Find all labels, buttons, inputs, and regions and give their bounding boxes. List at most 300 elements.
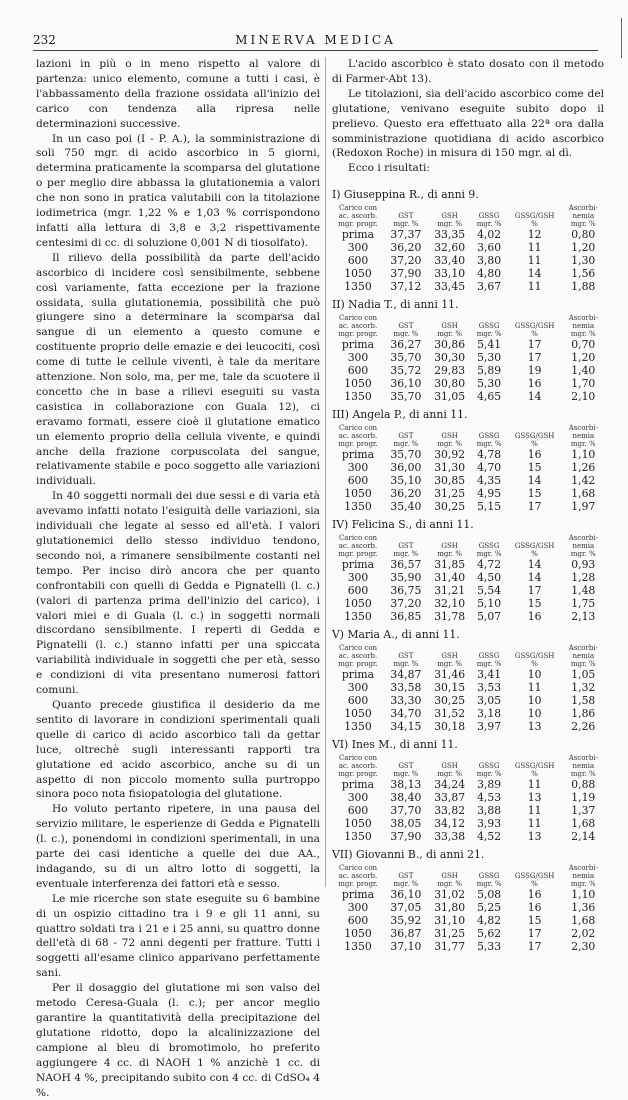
table-cell: 35,40 — [390, 499, 422, 513]
table-cell: 32,60 — [434, 241, 466, 255]
table-cell: 4,35 — [477, 473, 502, 487]
header-line — [507, 424, 563, 432]
table-cell: 34,87 — [390, 667, 422, 681]
header-line: mgr. % — [393, 549, 419, 558]
table-cell: 3,53 — [477, 680, 502, 694]
table-cell: 31,85 — [434, 557, 466, 571]
header-line — [384, 424, 428, 432]
table-cell: 1,05 — [571, 667, 596, 681]
header-line: mgr. % — [570, 659, 596, 668]
table-cell: 35,70 — [390, 447, 422, 461]
table-row — [332, 694, 604, 707]
header-line: nemia — [572, 541, 595, 550]
case-title: IV) Felicina S., di anni 11. — [332, 517, 474, 531]
table-row — [332, 584, 604, 597]
column-header — [563, 864, 604, 888]
table-row — [332, 267, 604, 280]
table-cell: 5,89 — [477, 364, 502, 378]
table-cell: 5,30 — [477, 377, 502, 391]
paragraph: In un caso poi (I - P. A.), la somministrazione di soli 750 mgr. di acido ascorbico in 5 giorni, determina praticamente la scomparsa del glutatione o per meglio dire abbassa la glutationemia a valori che non sono in pratica valutabili con la titolazione iodimetrica (mgr. 1,22 % e 1,03 % corrispondono infatti alla lettura di 3,8 e 3,2 rispettivamente centesimi di cc. di soluzione 0,001 N di tiosolfato). — [36, 132, 320, 249]
column-header — [507, 754, 563, 778]
header-line — [507, 864, 563, 872]
column-divider — [325, 57, 326, 887]
table-cell: 1,75 — [571, 596, 596, 610]
table-cell: 34,24 — [434, 777, 466, 791]
results-table — [332, 424, 604, 513]
table-cell: 2,14 — [571, 829, 596, 843]
header-line: nemia — [572, 431, 595, 440]
column-header — [384, 204, 428, 228]
table-cell: 34,12 — [434, 816, 466, 830]
table-cell: 14 — [527, 473, 542, 487]
header-line — [472, 754, 507, 762]
table-row — [332, 804, 604, 817]
header-line — [472, 204, 507, 212]
table-cell: 13 — [527, 829, 542, 843]
column-header — [563, 314, 604, 338]
table-cell: 34,15 — [390, 719, 422, 733]
table-cell: 1,48 — [571, 583, 596, 597]
table-cell: 4,72 — [477, 557, 502, 571]
header-line: GSSG — [478, 431, 500, 440]
case-title: I) Giuseppina R., di anni 9. — [332, 188, 479, 202]
table-row — [332, 791, 604, 804]
table-cell: 1,30 — [571, 254, 596, 268]
table-cell: 17 — [527, 583, 542, 597]
table-cell: 36,20 — [390, 486, 422, 500]
header-line — [384, 534, 428, 542]
header-line: mgr. % — [437, 549, 463, 558]
table-cell: 1350 — [344, 829, 372, 843]
header-line: GST — [398, 761, 414, 770]
column-header — [428, 644, 472, 668]
table-cell: 31,25 — [434, 486, 466, 500]
table-row — [332, 914, 604, 927]
paragraph: In 40 soggetti normali dei due sessi e di varia età avevamo infatti notato l'esiguità delle variazioni, sia individuali che legate al sesso ed all'età. I valori glutationemici dello stesso individuo tendono, secondo noi, a rimanere sensibilmente costanti nel tempo. Per inciso dirò ancora che per quanto confrontabili con quelli di Gedda e Pignatelli (l. c.) (valori di partenza prima dell'inizio del carico), i valori miei e di Guala (l. c.) in soggetti normali discordano sensibilmente. I reperti di Gedda e Pignatelli (l. c.) stanno infatti per una spiccata variabilità individuale in soggetti che per età, sesso e condizioni di vita presentano numerosi fattori comuni. — [36, 490, 320, 697]
table-cell: 1,10 — [571, 447, 596, 461]
table-cell: 3,05 — [477, 693, 502, 707]
table-cell: 1050 — [344, 706, 372, 720]
table-cell: 300 — [347, 680, 369, 694]
table-cell: 33,87 — [434, 790, 466, 804]
column-header — [563, 424, 604, 448]
table-cell: 600 — [347, 583, 369, 597]
header-line: ac. ascorb. — [338, 761, 378, 770]
table-cell: 3,88 — [477, 803, 502, 817]
column-header — [507, 424, 563, 448]
results-table — [332, 864, 604, 953]
header-line: mgr. % — [393, 879, 419, 888]
column-header — [428, 754, 472, 778]
header-line: mgr. % — [437, 769, 463, 778]
header-line: nemia — [572, 871, 595, 880]
table-cell: 31,10 — [434, 913, 466, 927]
table-cell: 16 — [527, 900, 542, 914]
header-line: % — [531, 769, 538, 778]
table-cell: 36,10 — [390, 887, 422, 901]
table-cell: 2,26 — [571, 719, 596, 733]
table-cell: 1350 — [344, 719, 372, 733]
table-cell: prima — [341, 557, 375, 571]
column-header — [507, 534, 563, 558]
column-header — [507, 314, 563, 338]
table-cell: 35,92 — [390, 913, 422, 927]
header-line: GSSG/GSH — [514, 761, 555, 770]
table-cell: 1,20 — [571, 351, 596, 365]
header-line: mgr. % — [476, 330, 502, 339]
table-cell: 5,08 — [477, 887, 502, 901]
header-line: Ascorbi- — [568, 533, 598, 542]
header-line: mgr. % — [437, 879, 463, 888]
table-cell: 38,05 — [390, 816, 422, 830]
table-cell: 4,53 — [477, 790, 502, 804]
header-line: mgr. % — [570, 439, 596, 448]
table-cell: 5,07 — [477, 609, 502, 623]
table-cell: 11 — [527, 803, 542, 817]
table-cell: 3,67 — [477, 280, 502, 294]
table-cell: 37,37 — [390, 228, 422, 242]
table-cell: 15 — [527, 486, 542, 500]
header-line: mgr. progr. — [338, 439, 378, 448]
column-header — [563, 534, 604, 558]
table-cell: 16 — [527, 447, 542, 461]
table-cell: 3,97 — [477, 719, 502, 733]
table-cell: 3,41 — [477, 667, 502, 681]
column-header — [384, 754, 428, 778]
table-cell: 37,90 — [390, 829, 422, 843]
results-table — [332, 314, 604, 403]
table-cell: 1050 — [344, 816, 372, 830]
table-cell: 33,10 — [434, 267, 466, 281]
table-cell: 4,82 — [477, 913, 502, 927]
header-line — [428, 644, 472, 652]
header-line: ac. ascorb. — [338, 871, 378, 880]
table-row — [332, 228, 604, 241]
paragraph: Le titolazioni, sia dell'acido ascorbico come del glutatione, venivano eseguite subito dopo il prelievo. Questo era effettuato alla 22ª ora dalla somministrazione quotidiana di acido ascorbico (Redoxon Roche) in misura di 150 mgr. al dì. — [332, 87, 604, 160]
table-cell: 31,30 — [434, 460, 466, 474]
table-cell: 600 — [347, 473, 369, 487]
table-cell: 16 — [527, 887, 542, 901]
header-line: GSSG/GSH — [514, 431, 555, 440]
paragraph: Il rilievo della possibilità da parte dell'acido ascorbico di incidere così sensibilmente, sebbene così variamente, fatta eccezione per la frazione ossidata, sulla glutationemia, possibilità che può giungere sino a determinare la scomparsa dal sangue di un elemento a questo comune e costituente proprio delle emazie e dei leucociti, così come di tutte le cellule viventi, è tale da meritare attenzione. Non solo, ma, per me, tale da scuotere il concetto che in base a rilievi eseguiti su vasta casistica in collaborazione con Guala 12), ci eravamo formati, essere cioè il glutatione ematico un elemento proprio della cellula vivente, e quindi anche della frazione corpuscolata del sangue, relativamente stabile e poco soggetto alle variazioni individuali. — [36, 251, 320, 488]
header-line: nemia — [572, 322, 595, 331]
table-row — [332, 778, 604, 791]
header-line — [507, 314, 563, 322]
header-line: Carico con — [338, 753, 378, 762]
table-cell: 11 — [527, 816, 542, 830]
table-cell: 15 — [527, 596, 542, 610]
header-line: mgr. % — [393, 769, 419, 778]
table-cell: 36,87 — [390, 926, 422, 940]
header-line: mgr. % — [570, 879, 596, 888]
header-line: GSSG — [478, 212, 500, 221]
table-cell: 1,70 — [571, 377, 596, 391]
table-cell: 1,28 — [571, 570, 596, 584]
column-header — [384, 864, 428, 888]
column-header — [472, 314, 507, 338]
table-cell: 30,18 — [434, 719, 466, 733]
header-line: GSH — [441, 761, 458, 770]
table-cell: 300 — [347, 351, 369, 365]
column-header — [472, 644, 507, 668]
table-row — [332, 448, 604, 461]
table-cell: 33,82 — [434, 803, 466, 817]
table-cell: 36,57 — [390, 557, 422, 571]
table-cell: 31,78 — [434, 609, 466, 623]
table-row — [332, 681, 604, 694]
table-row — [332, 558, 604, 571]
table-cell: 1,42 — [571, 473, 596, 487]
table-cell: 1,36 — [571, 900, 596, 914]
header-line: mgr. % — [393, 330, 419, 339]
header-line — [472, 864, 507, 872]
page-header — [33, 33, 598, 51]
header-line — [428, 314, 472, 322]
table-cell: 1,58 — [571, 693, 596, 707]
table-cell: 600 — [347, 913, 369, 927]
table-cell: 1050 — [344, 596, 372, 610]
table-cell: 17 — [527, 926, 542, 940]
table-cell: 14 — [527, 557, 542, 571]
table-cell: 4,65 — [477, 390, 502, 404]
table-cell: 4,52 — [477, 829, 502, 843]
table-cell: 30,85 — [434, 473, 466, 487]
table-cell: 5,33 — [477, 939, 502, 953]
column-header — [472, 204, 507, 228]
table-cell: 33,35 — [434, 228, 466, 242]
table-cell: 11 — [527, 680, 542, 694]
column-header — [428, 534, 472, 558]
header-line: ac. ascorb. — [338, 651, 378, 660]
header-line — [428, 534, 472, 542]
table-cell: 30,30 — [434, 351, 466, 365]
column-header — [384, 644, 428, 668]
table-cell: 1350 — [344, 390, 372, 404]
table-cell: 300 — [347, 241, 369, 255]
table-row — [332, 254, 604, 267]
table-cell: 29,83 — [434, 364, 466, 378]
table-cell: 0,88 — [571, 777, 596, 791]
table-cell: 1,32 — [571, 680, 596, 694]
table-cell: 36,00 — [390, 460, 422, 474]
right-column — [332, 57, 604, 955]
column-header — [428, 204, 472, 228]
paragraph: L'acido ascorbico è stato dosato con il metodo di Farmer-Abt 13). — [332, 58, 604, 85]
header-line — [472, 644, 507, 652]
table-cell: 1350 — [344, 939, 372, 953]
header-line: mgr. progr. — [338, 330, 378, 339]
header-line: GST — [398, 871, 414, 880]
table-row — [332, 888, 604, 901]
header-line: ac. ascorb. — [338, 431, 378, 440]
header-line: nemia — [572, 212, 595, 221]
header-line: mgr. progr. — [338, 549, 378, 558]
table-cell: 4,50 — [477, 570, 502, 584]
table-row — [332, 280, 604, 293]
table-cell: 35,70 — [390, 351, 422, 365]
header-line: GSSG/GSH — [514, 212, 555, 221]
table-row — [332, 571, 604, 584]
column-header — [428, 314, 472, 338]
header-line: mgr. % — [476, 659, 502, 668]
table-cell: 33,30 — [390, 693, 422, 707]
header-line: mgr. progr. — [338, 879, 378, 888]
table-cell: 37,20 — [390, 596, 422, 610]
header-line: mgr. % — [570, 769, 596, 778]
table-row — [332, 597, 604, 610]
table-cell: 36,10 — [390, 377, 422, 391]
table-cell: 14 — [527, 267, 542, 281]
table-cell: 33,40 — [434, 254, 466, 268]
table-row — [332, 901, 604, 914]
header-line — [472, 314, 507, 322]
table-cell: 1,97 — [571, 499, 596, 513]
table-cell: 31,40 — [434, 570, 466, 584]
table-cell: 2,30 — [571, 939, 596, 953]
table-cell: 17 — [527, 338, 542, 352]
paragraph: Quanto precede giustifica il desiderio da me sentito di lavorare in condizioni sperimentali quali quelle di carico di acido ascorbico tali da gettar luce, oltrechè sugli interessanti rapporti tra glutatione ed acido ascorbico, anche su di un aspetto di non piccolo momento sulla purtroppo sinora poco nota fisiopatologia del glutatione. — [36, 698, 320, 801]
header-line: mgr. % — [437, 439, 463, 448]
table-cell: 1050 — [344, 926, 372, 940]
paragraph: Ho voluto pertanto ripetere, in una pausa del servizio militare, le esperienze di Gedda e Pignatelli (l. c.), ponendomi in condizioni sperimentali, in una parte dei casi identiche a quelle dei due AA., indagando, su di un altro lotto di soggetti, la eventuale interferenza dei fattori età e sesso. — [36, 803, 320, 890]
column-header — [384, 534, 428, 558]
header-line: % — [531, 220, 538, 229]
paragraph: lazioni in più o in meno rispetto al valore di partenza: unico elemento, comune a tutti i casi, è l'abbassamento della frazione ossidata all'inizio del carico con tendenza alla ripresa nelle determinazioni successive. — [36, 58, 320, 130]
header-line: Ascorbi- — [568, 863, 598, 872]
paragraph: Per il dosaggio del glutatione mi son valso del metodo Ceresa-Guala (l. c.); per ancor meglio garantire la quantitatività della precipitazione del glutatione ridotto, dopo la alcalinizzazione del campione al bleu di bromotimolo, ho preferito aggiungere 4 cc. di NAOH 1 % anzichè 1 cc. di NAOH 4 %, precipitando subito con 4 cc. di CdSO₄ 4 %. — [36, 982, 320, 1099]
header-line: GSSG — [478, 761, 500, 770]
header-line: mgr. progr. — [338, 659, 378, 668]
table-cell: 2,13 — [571, 609, 596, 623]
column-header — [332, 314, 384, 338]
table-cell: 36,27 — [390, 338, 422, 352]
header-line: Carico con — [338, 314, 378, 323]
table-cell: 300 — [347, 570, 369, 584]
header-line: mgr. progr. — [338, 220, 378, 229]
table-cell: 600 — [347, 364, 369, 378]
table-cell: 14 — [527, 390, 542, 404]
table-cell: 1,88 — [571, 280, 596, 294]
case-title: VI) Ines M., di anni 11. — [332, 737, 458, 751]
header-line — [428, 204, 472, 212]
table-cell: 3,80 — [477, 254, 502, 268]
table-row — [332, 364, 604, 377]
header-line: Ascorbi- — [568, 643, 598, 652]
table-row — [332, 817, 604, 830]
table-cell: 37,10 — [390, 939, 422, 953]
table-cell: 38,13 — [390, 777, 422, 791]
header-line: Carico con — [338, 533, 378, 542]
header-line: Ascorbi- — [568, 204, 598, 213]
table-cell: 30,25 — [434, 499, 466, 513]
table-cell: 31,46 — [434, 667, 466, 681]
header-line — [472, 534, 507, 542]
paragraph: Ecco i risultati: — [348, 162, 430, 175]
table-cell: 30,25 — [434, 693, 466, 707]
header-line: GST — [398, 212, 414, 221]
header-line: Carico con — [338, 204, 378, 213]
header-line — [507, 644, 563, 652]
table-cell: 1,19 — [571, 790, 596, 804]
header-line: GST — [398, 651, 414, 660]
header-line: Carico con — [338, 643, 378, 652]
table-cell: 34,70 — [390, 706, 422, 720]
table-cell: 31,02 — [434, 887, 466, 901]
table-cell: 5,10 — [477, 596, 502, 610]
header-line: Ascorbi- — [568, 423, 598, 432]
case-title: III) Angela P., di anni 11. — [332, 408, 468, 422]
table-cell: 30,15 — [434, 680, 466, 694]
table-row — [332, 461, 604, 474]
header-line: Carico con — [338, 863, 378, 872]
header-line — [472, 424, 507, 432]
header-line: GST — [398, 431, 414, 440]
header-line: GST — [398, 541, 414, 550]
table-cell: 32,10 — [434, 596, 466, 610]
table-cell: 600 — [347, 254, 369, 268]
table-cell: 17 — [527, 939, 542, 953]
page-edge-line — [621, 18, 622, 58]
table-cell: 13 — [527, 719, 542, 733]
header-line: mgr. progr. — [338, 769, 378, 778]
table-cell: 33,58 — [390, 680, 422, 694]
header-line: GSSG — [478, 322, 500, 331]
column-header — [384, 314, 428, 338]
results-table — [332, 534, 604, 623]
table-cell: 1,68 — [571, 816, 596, 830]
table-row — [332, 940, 604, 953]
table-cell: 31,25 — [434, 926, 466, 940]
header-line: GSSG/GSH — [514, 322, 555, 331]
table-cell: 17 — [527, 351, 542, 365]
table-cell: 38,40 — [390, 790, 422, 804]
header-line: nemia — [572, 651, 595, 660]
table-cell: 37,70 — [390, 803, 422, 817]
header-line: GSH — [441, 431, 458, 440]
header-line: % — [531, 879, 538, 888]
header-line: mgr. % — [476, 879, 502, 888]
header-line: mgr. % — [393, 659, 419, 668]
table-row — [332, 927, 604, 940]
column-header — [507, 204, 563, 228]
header-line: GSH — [441, 541, 458, 550]
header-line: GSSG/GSH — [514, 651, 555, 660]
left-column — [36, 57, 320, 1100]
header-line — [507, 754, 563, 762]
table-cell: 11 — [527, 254, 542, 268]
header-line — [384, 204, 428, 212]
header-line — [384, 864, 428, 872]
table-cell: 5,41 — [477, 338, 502, 352]
header-line: Ascorbi- — [568, 753, 598, 762]
header-line: GSSG — [478, 871, 500, 880]
header-line: mgr. % — [393, 439, 419, 448]
table-cell: 36,20 — [390, 241, 422, 255]
table-row — [332, 241, 604, 254]
table-cell: 35,10 — [390, 473, 422, 487]
column-header — [332, 644, 384, 668]
column-header — [384, 424, 428, 448]
table-cell: 2,10 — [571, 390, 596, 404]
header-line: GSSG — [478, 541, 500, 550]
header-line: mgr. % — [476, 549, 502, 558]
table-cell: 31,77 — [434, 939, 466, 953]
table-cell: 36,75 — [390, 583, 422, 597]
header-line — [384, 754, 428, 762]
table-cell: 11 — [527, 777, 542, 791]
table-cell: 1,37 — [571, 803, 596, 817]
journal-title: MINERVA MEDICA — [235, 33, 396, 47]
